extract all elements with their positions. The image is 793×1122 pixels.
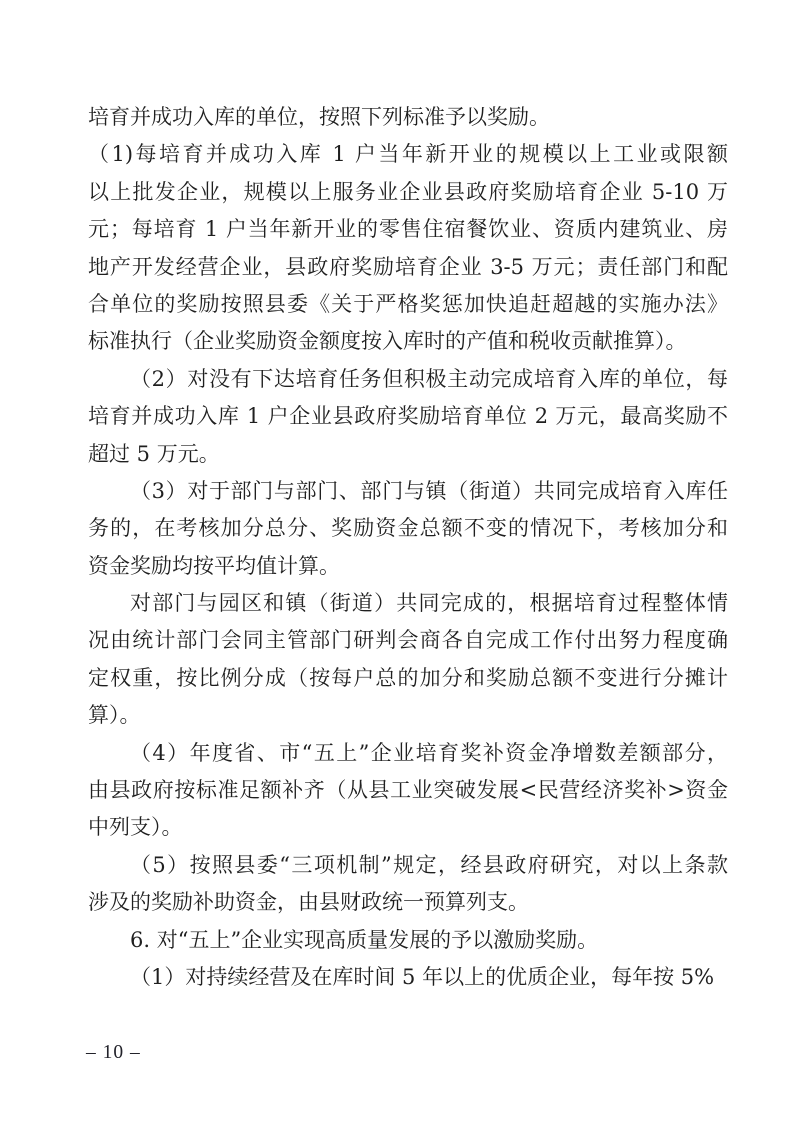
text-line: （1)每培育并成功入库 1 户当年新开业的规模以上工业或限额 [88,142,728,167]
text-line: 由县政府按标准足额补齐（从县工业突破发展<民营经济奖补>资金 [88,778,728,803]
text-line: 定权重，按比例分成（按每户总的加分和奖励总额不变进行分摊计 [88,665,728,690]
text-line: 超过 5 万元。 [88,441,220,466]
text-line: 况由统计部门会同主管部门研判会商各自完成工作付出努力程度确 [88,628,728,653]
text-line: 合单位的奖励按照县委《关于严格奖惩加快追赶超越的实施办法》 [88,291,728,316]
text-line: 标准执行（企业奖励资金额度按入库时的产值和税收贡献推算）。 [88,329,687,354]
text-line: 培育并成功入库 1 户企业县政府奖励培育单位 2 万元，最高奖励不 [88,404,728,429]
text-line: 地产开发经营企业，县政府奖励培育企业 3-5 万元；责任部门和配 [88,254,728,279]
document-body [88,99,728,996]
text-line: 中列支）。 [88,815,183,840]
text-line: 元；每培育 1 户当年新开业的零售住宿餐饮业、资质内建筑业、房 [88,217,728,242]
text-line: （1）对持续经营及在库时间 5 年以上的优质企业，每年按 5% [130,964,715,989]
text-line: （2）对没有下达培育任务但积极主动完成培育入库的单位，每 [130,366,728,391]
text-line: 算）。 [88,703,141,728]
text-line: （5）按照县委“三项机制”规定，经县政府研究，对以上条款 [130,852,728,877]
text-line: 培育并成功入库的单位，按照下列标准予以奖励。 [88,105,550,129]
text-line: 以上批发企业，规模以上服务业企业县政府奖励培育企业 5-10 万 [88,179,728,204]
text-line: （3）对于部门与部门、部门与镇（街道）共同完成培育入库任 [130,478,728,503]
text-line: 务的，在考核加分总分、奖励资金总额不变的情况下，考核加分和 [88,516,728,541]
text-line: 对部门与园区和镇（街道）共同完成的，根据培育过程整体情 [130,591,728,616]
page-number: – 10 – [86,1042,141,1063]
text-line: （4）年度省、市“五上”企业培育奖补资金净增数差额部分， [130,740,728,765]
text-line: 涉及的奖励补助资金，由县财政统一预算列支。 [88,890,529,915]
text-line: 6. 对“五上”企业实现高质量发展的予以激励奖励。 [130,927,599,952]
text-line: 资金奖励均按平均值计算。 [88,553,340,578]
